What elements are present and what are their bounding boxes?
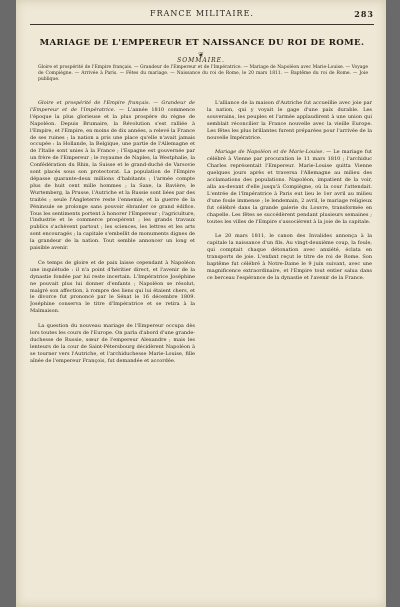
paragraph-text: Le 20 mars 1811, le canon des Invalides annonça à la capitale la naissance d'un fils. Au vingt-deuxième coup, la foule, qui comptait chaque détonation avec anxiété, éclata en transports de joie. L'enfant reçut le titre de roi de Rome. Son baptême fut célébré à Notre-Dame le 9 juin suivant, avec une magnificence extraordinaire, et l'Empire tout entier salua dans ce berceau l'espérance de la dynastie et l'avenir de la France. [207, 233, 372, 281]
paragraph-lead: Gloire et prospérité de l'Empire français. — Grandeur de l'Empereur et de l'Impératrice. [30, 100, 195, 113]
left-column [30, 100, 195, 594]
paragraph-text: Ce temps de gloire et de paix laisse cependant à Napoléon une inquiétude : il n'a point d'héritier direct, et l'avenir de la dynastie fondée par lui reste incertain. L'Impératrice Joséphine ne pouvait plus lui donner d'enfants ; Napoléon se résolut, malgré son affection, à rompre des liens qui lui étaient chers, et le divorce fut prononcé par le Sénat le 16 décembre 1809. Joséphine conserva le titre d'Impératrice et se retira à la Malmaison. [30, 259, 195, 315]
paragraph-text: — Le mariage fut célébré à Vienne par procuration le 11 mars 1810 ; l'archiduc Charles représentait l'Empereur. Marie-Louise quitta Vienne quelques jours après et traversa l'Allemagne au milieu des acclamations des populations. Napoléon, impatient de la voir, alla au-devant d'elle jusqu'à Compiègne, où la cour l'attendait. L'entrée de l'Impératrice à Paris eut lieu le 1er avril au milieu d'une foule immense ; le lendemain, 2 avril, le mariage religieux fut célébré dans la grande galerie du Louvre, transformée en chapelle. Les fêtes se succédèrent pendant plusieurs semaines ; toutes les villes de l'Empire s'associèrent à la joie de la capitale. [207, 149, 372, 225]
paragraph [207, 233, 372, 281]
paragraph-lead: Mariage de Napoléon et de Marie-Louise. [215, 149, 324, 156]
right-column [207, 100, 372, 594]
header-rule [30, 24, 374, 25]
ornament-divider: ❦ [198, 51, 204, 59]
paragraph [207, 149, 372, 225]
paragraph-text: La question du nouveau mariage de l'Empereur occupa dès lors toutes les cours de l'Europe. On parla d'abord d'une grande-duchesse de Russie, sœur de l'empereur Alexandre ; mais les lenteurs de la cour de Saint-Pétersbourg décidèrent Napoléon à se tourner vers l'Autriche, et l'archiduchesse Marie-Louise, fille aînée de l'empereur François, fut demandée et accordée. [30, 323, 195, 364]
page [16, 0, 386, 607]
paragraph [30, 100, 195, 252]
paragraph [30, 323, 195, 364]
running-head [30, 9, 374, 23]
summary-text: Gloire et prospérité de l'Empire français. — Grandeur de l'Empereur et de l'Impératrice. — Mariage de Napoléon avec Marie-Louise. — Voyage de Compiègne. — Arrivée à Paris. — Fêtes du mariage. — Naissance du roi de Rome, le 20 mars 1811. — Baptême du roi de Rome. — Joie publique. [38, 65, 368, 82]
paragraph-text: — L'année 1810 commence l'époque la plus glorieuse et la plus prospère du règne de Napoléon. Depuis Brumaire, la Révolution s'est ralliée à l'Empire, et l'Empire, en moins de dix années, a relevé la France de ses ruines ; la nation a pris une place qu'elle n'avait jamais occupée : la Hollande, la Belgique, une partie de l'Allemagne et de l'Italie sont unies à la France ; l'Espagne est gouvernée par un frère de l'Empereur ; le royaume de Naples, la Westphalie, la Confédération du Rhin, la Suisse et le grand-duché de Varsovie sont placés sous son protectorat. La population de l'Empire dépasse quarante-deux millions d'habitants ; l'armée compte plus de huit cent mille hommes ; la Saxe, la Bavière, le Wurtemberg, la Prusse, l'Autriche et la Russie sont liées par des traités ; seule l'Angleterre reste l'ennemie, et la guerre de la Péninsule se prolonge sans pouvoir ébranler ce grand édifice. Tous les sentiments portent à honorer l'Empereur ; l'agriculture, l'industrie et le commerce prospèrent ; les grands travaux publics s'achèvent partout ; les sciences, les lettres et les arts sont encouragés ; la capitale s'embellit de monuments dignes de la grandeur de la nation. Tout semble annoncer un long et paisible avenir. [30, 106, 195, 252]
running-head-title: FRANCE MILITAIRE. [150, 9, 254, 18]
summary-heading: SOMMAIRE. [177, 57, 225, 64]
page-number: 283 [354, 9, 374, 19]
article-title: MARIAGE DE L'EMPEREUR ET NAISSANCE DU ROI DE ROME. [39, 38, 365, 48]
paragraph [30, 260, 195, 315]
paragraph [207, 100, 372, 141]
paragraph-text: L'alliance de la maison d'Autriche fut accueillie avec joie par la nation, qui y voyait le gage d'une paix durable. Les souverains, les peuples et l'armée applaudirent à une union qui semblait réconcilier la France nouvelle avec la vieille Europe. Les fêtes les plus brillantes furent préparées pour l'arrivée de la nouvelle Impératrice. [207, 100, 372, 141]
